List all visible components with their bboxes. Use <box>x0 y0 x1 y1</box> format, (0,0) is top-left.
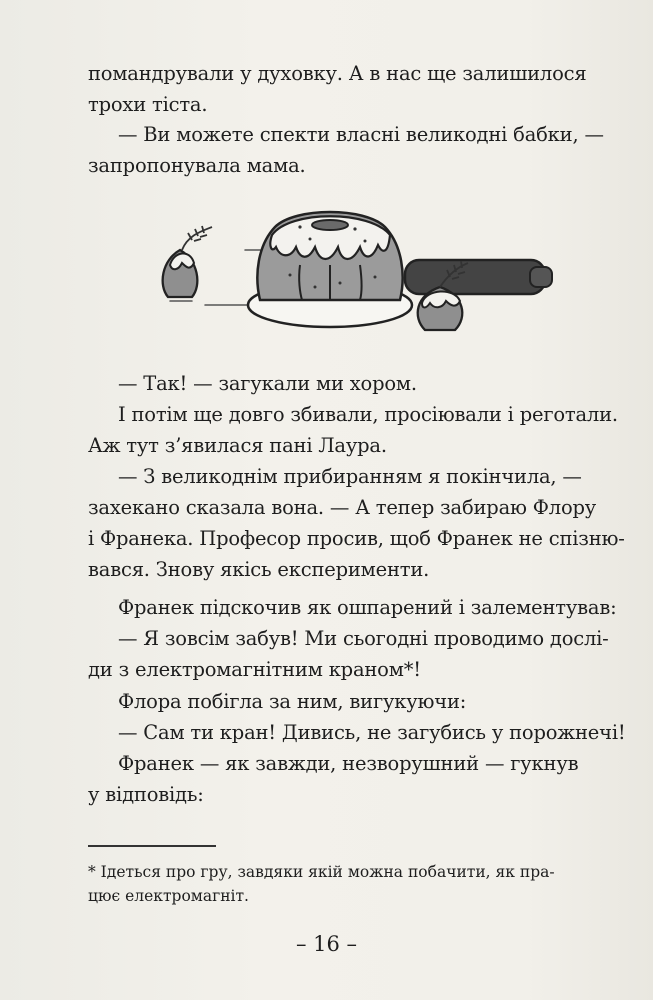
footnote-divider <box>88 845 216 847</box>
text-line: Франек підскочив як ошпарений і залементував: <box>118 596 617 619</box>
text-line: запропонувала мама. <box>88 154 306 177</box>
paragraph <box>88 461 646 585</box>
text-line: — Сам ти кран! Дивись, не загубись у порожнечі! <box>118 721 626 744</box>
paragraph <box>88 119 646 181</box>
paragraph <box>118 717 646 748</box>
text-line: ди з електромагнітним краном*! <box>88 658 421 681</box>
text-line: — З великоднім прибиранням я покінчила, — <box>118 465 582 488</box>
text-line: І потім ще довго збивали, просіювали і реготали. <box>118 403 618 426</box>
text-line: захекано сказала вона. — А тепер забираю Флору <box>88 496 597 519</box>
paragraph <box>88 623 646 685</box>
text-line: трохи тіста. <box>88 93 208 116</box>
text-line: — Ви можете спекти власні великодні бабки, — <box>118 123 604 146</box>
footnote-line: * Ідеться про гру, завдяки якій можна побачити, як пра- <box>88 863 555 881</box>
text-line: Аж тут з’явилася пані Лаура. <box>88 434 387 457</box>
text-line: — Я зовсім забув! Ми сьогодні проводимо дослі- <box>118 627 609 650</box>
paragraph <box>88 399 646 461</box>
paragraph <box>118 592 646 623</box>
text-line: вався. Знову якісь експерименти. <box>88 558 430 581</box>
footnote <box>88 860 616 908</box>
page-number: – 16 – <box>295 932 358 956</box>
paragraph <box>118 368 646 399</box>
text-line: — Так! — загукали ми хором. <box>118 372 417 395</box>
paragraph <box>88 58 616 120</box>
text-line: і Франека. Професор просив, щоб Франек не спізню- <box>88 527 625 550</box>
text-line: Флора побігла за ним, вигукуючи: <box>118 690 467 713</box>
footnote-line: цює електромагніт. <box>88 887 249 905</box>
paragraph <box>118 686 646 717</box>
easter-cakes-illustration <box>150 205 560 345</box>
text-line: помандрували у духовку. А в нас ще залишилося <box>88 62 587 85</box>
text-line: у відповідь: <box>88 783 204 806</box>
text-line: Франек — як завжди, незворушний — гукнув <box>118 752 579 775</box>
paragraph <box>88 748 646 810</box>
